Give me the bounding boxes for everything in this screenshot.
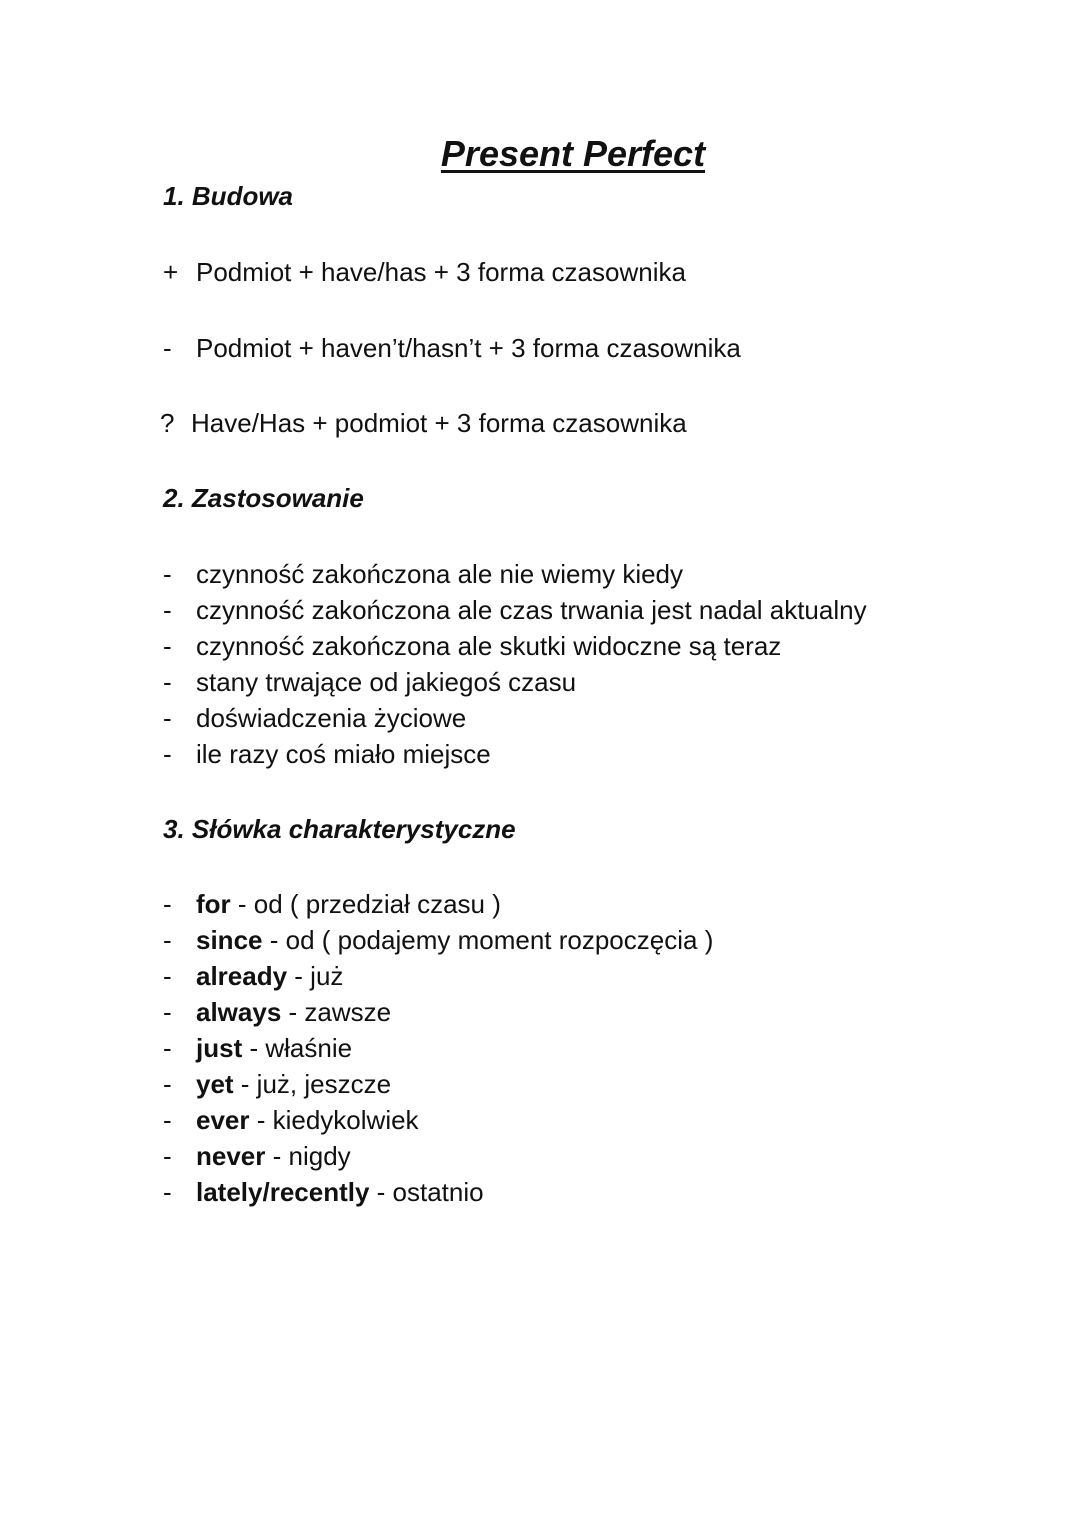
list-item (0, 257, 1080, 287)
list-item (0, 703, 1080, 733)
list-item (0, 631, 1080, 661)
list-text: czynność zakończona ale czas trwania jest nadal aktualny (196, 595, 867, 625)
list-marker: - (163, 925, 172, 955)
vocab-item (0, 997, 1080, 1027)
list-marker: - (163, 559, 172, 589)
section-heading-slowka: 3. Słówka charakterystyczne (163, 814, 516, 844)
vocab-meaning: - od ( podajemy moment rozpoczęcia ) (262, 925, 714, 955)
list-item (0, 408, 1080, 438)
vocab-meaning: - kiedykolwiek (249, 1105, 419, 1135)
list-marker: - (163, 997, 172, 1027)
list-marker: - (163, 1033, 172, 1063)
list-marker: - (163, 703, 172, 733)
list-marker: - (163, 739, 172, 769)
section-heading-zastosowanie: 2. Zastosowanie (163, 483, 364, 513)
list-item (0, 739, 1080, 769)
page-title: Present Perfect (440, 133, 706, 174)
vocab-word: always (196, 997, 282, 1027)
vocab-meaning: - już, jeszcze (233, 1069, 392, 1099)
vocab-entry (196, 997, 391, 1027)
list-item (0, 333, 1080, 363)
list-marker: - (163, 889, 172, 919)
list-text: Podmiot + have/has + 3 forma czasownika (196, 257, 686, 287)
vocab-meaning: - już (287, 961, 344, 991)
vocab-word: ever (196, 1105, 250, 1135)
vocab-meaning: - zawsze (281, 997, 392, 1027)
vocab-meaning: - właśnie (242, 1033, 353, 1063)
vocab-item (0, 1105, 1080, 1135)
vocab-item (0, 925, 1080, 955)
vocab-entry (196, 1105, 419, 1135)
vocab-word: already (196, 961, 288, 991)
list-text: ile razy coś miało miejsce (196, 739, 491, 769)
vocab-item (0, 1141, 1080, 1171)
list-text: stany trwające od jakiegoś czasu (196, 667, 577, 697)
vocab-entry (196, 1177, 484, 1207)
vocab-item (0, 889, 1080, 919)
list-text: Have/Has + podmiot + 3 forma czasownika (191, 408, 687, 438)
vocab-meaning: - nigdy (265, 1141, 351, 1171)
vocab-entry (196, 925, 713, 955)
vocab-entry (196, 889, 501, 919)
vocab-meaning: - ostatnio (369, 1177, 484, 1207)
list-marker: - (163, 961, 172, 991)
list-text: czynność zakończona ale nie wiemy kiedy (196, 559, 684, 589)
list-marker: + (163, 257, 179, 287)
vocab-entry (196, 1141, 351, 1171)
list-text: czynność zakończona ale skutki widoczne są teraz (196, 631, 782, 661)
vocab-item (0, 1069, 1080, 1099)
section-heading-budowa: 1. Budowa (163, 181, 294, 211)
vocab-word: never (196, 1141, 266, 1171)
vocab-word: just (196, 1033, 243, 1063)
list-marker: - (163, 333, 172, 363)
list-item (0, 559, 1080, 589)
vocab-word: yet (196, 1069, 234, 1099)
vocab-word: lately/recently (196, 1177, 370, 1207)
list-marker: ? (160, 408, 175, 438)
vocab-word: since (196, 925, 263, 955)
vocab-entry (196, 1069, 391, 1099)
list-item (0, 595, 1080, 625)
list-marker: - (163, 667, 172, 697)
list-item (0, 667, 1080, 697)
list-marker: - (163, 1069, 172, 1099)
vocab-meaning: - od ( przedział czasu ) (230, 889, 501, 919)
vocab-word: for (196, 889, 231, 919)
vocab-entry (196, 961, 343, 991)
list-marker: - (163, 1105, 172, 1135)
list-marker: - (163, 595, 172, 625)
vocab-item (0, 961, 1080, 991)
list-marker: - (163, 1141, 172, 1171)
vocab-item (0, 1033, 1080, 1063)
list-marker: - (163, 631, 172, 661)
list-text: doświadczenia życiowe (196, 703, 467, 733)
vocab-entry (196, 1033, 352, 1063)
vocab-item (0, 1177, 1080, 1207)
list-marker: - (163, 1177, 172, 1207)
list-text: Podmiot + haven’t/hasn’t + 3 forma czasownika (196, 333, 741, 363)
